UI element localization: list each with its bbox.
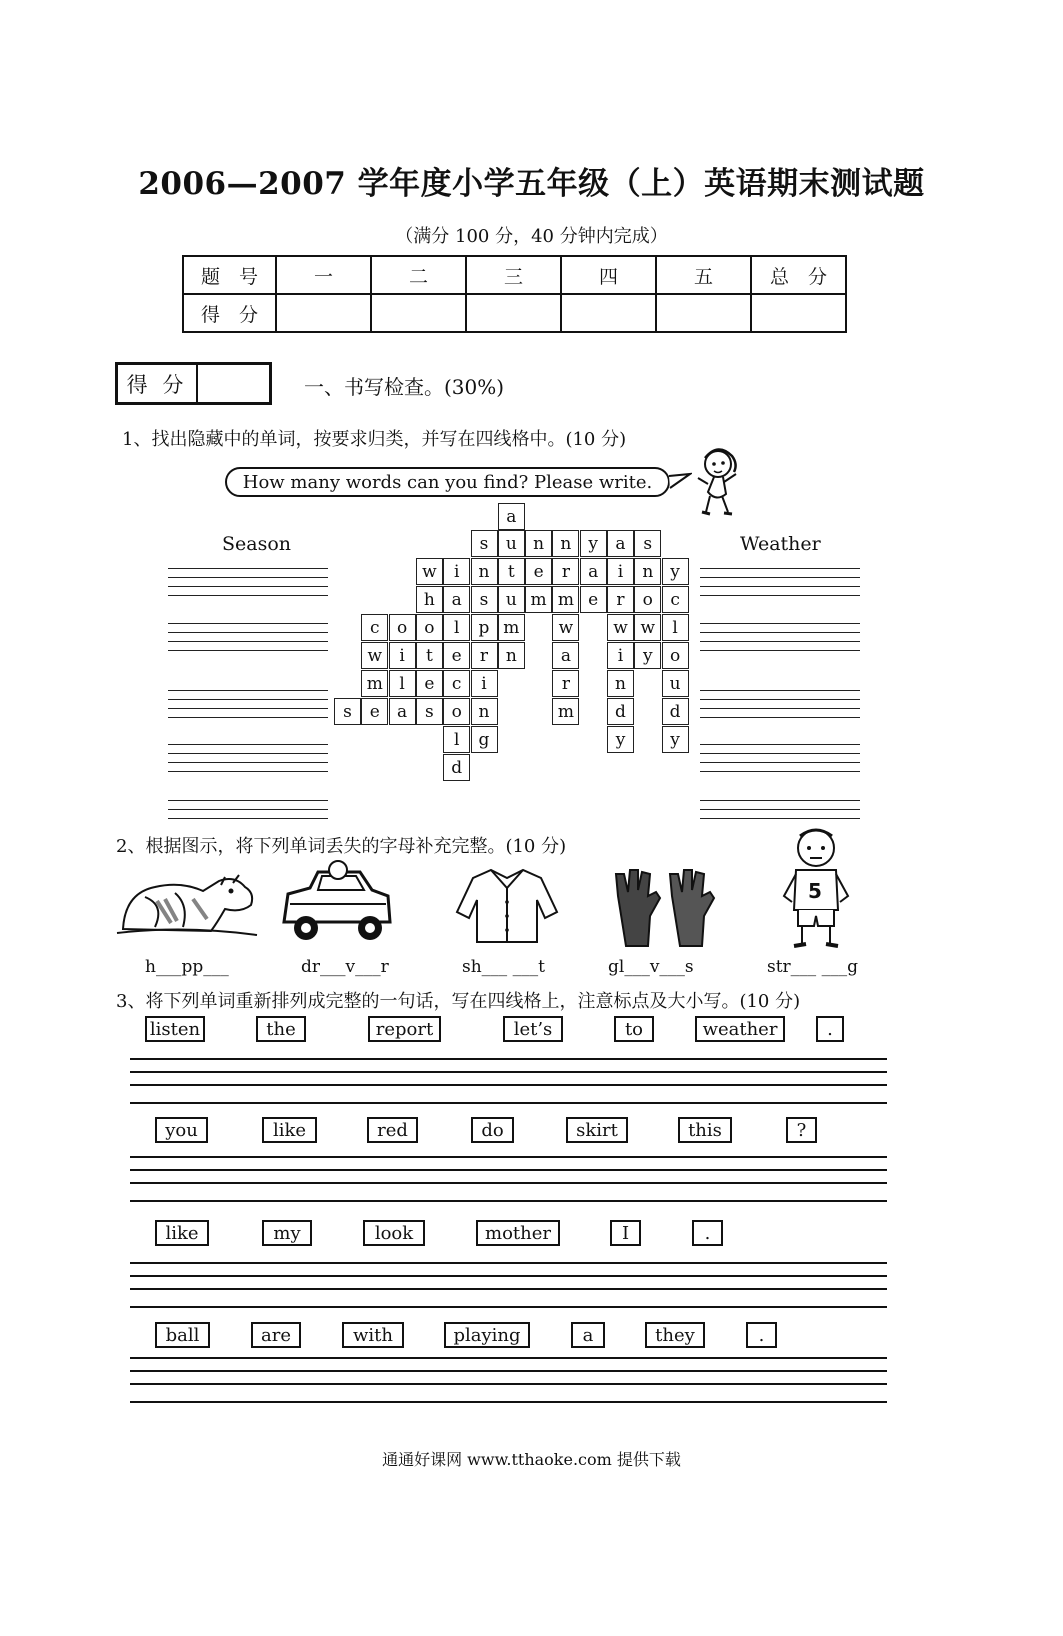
score-table-cell: 一 (276, 256, 371, 294)
grid-letter[interactable]: i (607, 642, 634, 669)
gloves-icon (610, 866, 722, 950)
grid-letter[interactable]: a (498, 503, 525, 530)
word-card[interactable]: playing (444, 1322, 530, 1348)
score-table-cell: 二 (371, 256, 466, 294)
word-card[interactable]: red (367, 1117, 418, 1143)
writing-line (700, 753, 860, 754)
grid-letter[interactable]: m (525, 586, 552, 613)
grid-letter[interactable]: a (607, 530, 634, 557)
grid-letter[interactable]: c (662, 586, 689, 613)
grid-letter[interactable]: a (580, 558, 607, 585)
word-card[interactable]: report (368, 1016, 441, 1042)
word-card[interactable]: they (645, 1322, 705, 1348)
writing-line (168, 717, 328, 718)
grid-letter[interactable]: r (552, 670, 579, 697)
word-blank[interactable]: gl___v___s (608, 957, 694, 977)
grid-letter[interactable]: e (416, 670, 443, 697)
writing-line (130, 1306, 887, 1308)
word-card[interactable]: skirt (566, 1117, 628, 1143)
grid-letter[interactable]: y (662, 558, 689, 585)
grid-letter[interactable]: n (607, 670, 634, 697)
hippo-icon (115, 865, 260, 943)
writing-line (168, 762, 328, 763)
word-blank[interactable]: str___ ___g (767, 957, 858, 977)
word-blank[interactable]: h___pp___ (145, 957, 229, 977)
word-card[interactable]: weather (695, 1016, 785, 1042)
writing-line (700, 632, 860, 633)
grid-letter[interactable]: a (443, 586, 470, 613)
word-blank[interactable]: dr___v___r (301, 957, 389, 977)
grid-letter[interactable]: n (634, 558, 661, 585)
writing-line (168, 577, 328, 578)
section-score-box (115, 362, 272, 405)
word-card[interactable]: ball (155, 1322, 210, 1348)
grid-letter[interactable]: r (471, 642, 498, 669)
speech-bubble-tail (668, 472, 692, 492)
word-blank[interactable]: sh___ ___t (462, 957, 545, 977)
score-field[interactable] (751, 294, 846, 332)
score-table-cell: 四 (561, 256, 656, 294)
word-card[interactable]: I (610, 1220, 641, 1246)
grid-letter[interactable]: s (471, 586, 498, 613)
grid-letter[interactable]: w (552, 614, 579, 641)
writing-line (168, 641, 328, 642)
word-card[interactable]: this (678, 1117, 732, 1143)
question-2-text: 2、根据图示，将下列单词丢失的字母补充完整。(10 分) (116, 836, 567, 857)
writing-line (700, 699, 860, 700)
grid-letter[interactable]: w (416, 558, 443, 585)
grid-letter[interactable]: i (443, 558, 470, 585)
grid-letter[interactable]: u (662, 670, 689, 697)
writing-line (700, 771, 860, 772)
grid-letter[interactable]: l (389, 670, 416, 697)
grid-letter[interactable]: t (498, 558, 525, 585)
boy-icon (778, 826, 856, 950)
grid-letter[interactable]: n (525, 530, 552, 557)
word-card[interactable]: the (256, 1016, 306, 1042)
grid-letter[interactable]: s (634, 530, 661, 557)
score-table-cell: 总 分 (751, 256, 846, 294)
grid-letter[interactable]: t (416, 642, 443, 669)
word-card[interactable]: let’s (503, 1016, 563, 1042)
grid-letter[interactable]: o (662, 642, 689, 669)
grid-letter[interactable]: m (361, 670, 388, 697)
score-table-cell: 得 分 (183, 294, 276, 332)
writing-line (130, 1357, 887, 1359)
writing-line (130, 1182, 887, 1184)
season-label: Season (222, 533, 292, 555)
writing-line (168, 595, 328, 596)
writing-line (700, 586, 860, 587)
grid-letter[interactable]: s (334, 698, 361, 725)
writing-line (700, 690, 860, 691)
grid-letter[interactable]: n (471, 698, 498, 725)
word-card[interactable]: mother (476, 1220, 560, 1246)
grid-letter[interactable]: y (580, 530, 607, 557)
word-card[interactable]: ? (786, 1117, 817, 1143)
writing-line (130, 1058, 887, 1060)
writing-line (168, 699, 328, 700)
writing-line (130, 1156, 887, 1158)
writing-line (130, 1169, 887, 1171)
grid-letter[interactable]: r (552, 558, 579, 585)
writing-line (168, 818, 328, 819)
grid-letter[interactable]: c (443, 670, 470, 697)
grid-letter[interactable]: n (498, 642, 525, 669)
word-card[interactable]: listen (145, 1016, 205, 1042)
writing-line (168, 632, 328, 633)
kid-mascot-icon (690, 442, 750, 520)
writing-line (130, 1288, 887, 1290)
section-title: 一、书写检查。(30%) (304, 375, 505, 399)
word-card[interactable]: a (571, 1322, 605, 1348)
writing-line (700, 595, 860, 596)
score-table-score-row (183, 294, 846, 332)
grid-letter[interactable]: h (416, 586, 443, 613)
grid-letter[interactable]: r (607, 586, 634, 613)
word-card[interactable]: do (471, 1117, 514, 1143)
speech-bubble: How many words can you find? Please write. (225, 467, 670, 497)
grid-letter[interactable]: w (634, 614, 661, 641)
grid-letter[interactable]: n (552, 530, 579, 557)
grid-letter[interactable]: e (580, 586, 607, 613)
word-card[interactable]: . (816, 1016, 844, 1042)
grid-letter[interactable]: y (607, 726, 634, 753)
grid-letter[interactable]: u (498, 586, 525, 613)
word-card[interactable]: look (363, 1220, 425, 1246)
grid-letter[interactable]: o (389, 614, 416, 641)
grid-letter[interactable]: i (389, 642, 416, 669)
word-card[interactable]: like (262, 1117, 317, 1143)
grid-letter[interactable]: o (634, 586, 661, 613)
score-table-cell: 五 (656, 256, 751, 294)
writing-line (700, 708, 860, 709)
weather-label: Weather (740, 533, 821, 555)
writing-line (700, 818, 860, 819)
grid-letter[interactable]: m (552, 586, 579, 613)
score-field[interactable] (371, 294, 466, 332)
writing-line (130, 1262, 887, 1264)
grid-letter[interactable]: w (361, 642, 388, 669)
writing-line (130, 1275, 887, 1277)
word-card[interactable]: my (262, 1220, 312, 1246)
grid-letter[interactable]: l (662, 614, 689, 641)
grid-letter[interactable]: o (416, 614, 443, 641)
section-score-field[interactable] (198, 365, 269, 402)
writing-line (168, 708, 328, 709)
grid-letter[interactable]: e (361, 698, 388, 725)
word-card[interactable]: with (342, 1322, 404, 1348)
writing-line (168, 744, 328, 745)
writing-line (168, 586, 328, 587)
writing-line (130, 1200, 887, 1202)
writing-line (700, 641, 860, 642)
writing-line (168, 753, 328, 754)
grid-letter[interactable]: y (634, 642, 661, 669)
score-table-cell: 题 号 (183, 256, 276, 294)
score-table-header-row (183, 256, 846, 294)
writing-line (168, 650, 328, 651)
writing-line (700, 762, 860, 763)
writing-line (168, 771, 328, 772)
grid-letter[interactable]: d (607, 698, 634, 725)
writing-line (130, 1383, 887, 1385)
grid-letter[interactable]: n (471, 558, 498, 585)
grid-letter[interactable]: c (361, 614, 388, 641)
grid-letter[interactable]: o (443, 698, 470, 725)
writing-line (168, 690, 328, 691)
score-field[interactable] (276, 294, 371, 332)
writing-line (130, 1370, 887, 1372)
grid-letter[interactable]: p (471, 614, 498, 641)
section-score-label: 得 分 (118, 365, 198, 402)
writing-line (130, 1102, 887, 1104)
word-card[interactable]: you (155, 1117, 208, 1143)
score-table (182, 255, 847, 333)
grid-letter[interactable]: s (416, 698, 443, 725)
shirt-icon (455, 866, 560, 944)
writing-line (168, 800, 328, 801)
writing-line (168, 623, 328, 624)
grid-letter[interactable]: i (471, 670, 498, 697)
grid-letter[interactable]: i (607, 558, 634, 585)
word-card[interactable]: are (251, 1322, 301, 1348)
writing-line (130, 1084, 887, 1086)
grid-letter[interactable]: m (498, 614, 525, 641)
score-table-cell: 三 (466, 256, 561, 294)
writing-line (700, 568, 860, 569)
writing-line (700, 717, 860, 718)
writing-line (130, 1401, 887, 1403)
grid-letter[interactable]: y (662, 726, 689, 753)
writing-line (130, 1071, 887, 1073)
page-title: 2006—2007 学年度小学五年级（上）英语期末测试题 (138, 166, 925, 202)
writing-line (700, 650, 860, 651)
writing-line (168, 809, 328, 810)
svg-text:5: 5 (808, 879, 822, 903)
writing-line (700, 809, 860, 810)
grid-letter[interactable]: u (498, 530, 525, 557)
grid-letter[interactable]: l (443, 614, 470, 641)
grid-letter[interactable]: e (443, 642, 470, 669)
writing-line (700, 623, 860, 624)
word-card[interactable]: to (614, 1016, 654, 1042)
grid-letter[interactable]: e (525, 558, 552, 585)
word-card[interactable]: . (692, 1220, 723, 1246)
question-3-text: 3、将下列单词重新排列成完整的一句话，写在四线格上，注意标点及大小写。(10 分) (116, 991, 801, 1012)
word-card[interactable]: . (746, 1322, 777, 1348)
grid-letter[interactable]: w (607, 614, 634, 641)
grid-letter[interactable]: a (389, 698, 416, 725)
grid-letter[interactable]: g (471, 726, 498, 753)
writing-line (168, 568, 328, 569)
grid-letter[interactable]: m (552, 698, 579, 725)
writing-line (700, 800, 860, 801)
grid-letter[interactable]: a (552, 642, 579, 669)
score-field[interactable] (466, 294, 561, 332)
score-field[interactable] (561, 294, 656, 332)
writing-line (700, 577, 860, 578)
grid-letter[interactable]: d (662, 698, 689, 725)
grid-letter[interactable]: l (443, 726, 470, 753)
car-icon (278, 860, 396, 950)
word-card[interactable]: like (155, 1220, 209, 1246)
writing-line (700, 744, 860, 745)
footer: 通通好课网 www.tthaoke.com 提供下载 (382, 1450, 681, 1469)
grid-letter[interactable]: d (443, 754, 470, 781)
score-field[interactable] (656, 294, 751, 332)
grid-letter[interactable]: s (471, 530, 498, 557)
question-1-text: 1、找出隐藏中的单词，按要求归类，并写在四线格中。(10 分) (122, 429, 627, 450)
page-subtitle: （满分 100 分，40 分钟内完成） (395, 226, 668, 247)
